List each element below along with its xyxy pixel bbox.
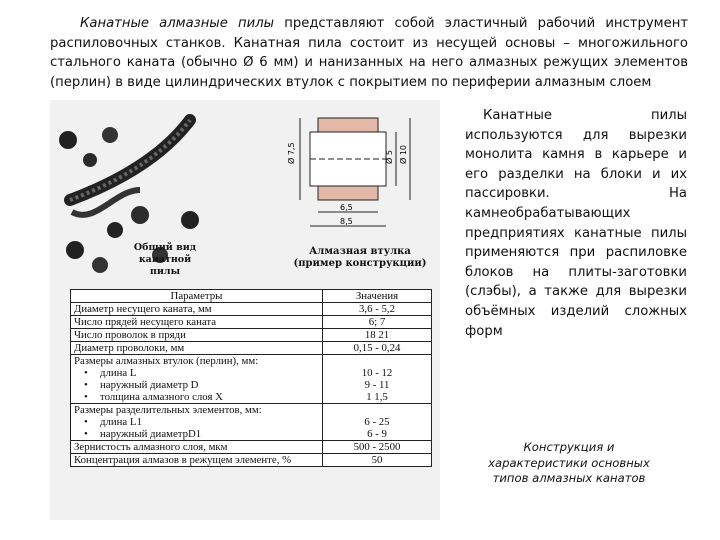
intro-paragraph bbox=[50, 14, 688, 92]
group-cell bbox=[71, 404, 323, 441]
header-value: Значения bbox=[323, 290, 432, 303]
group-value: 10 - 12 bbox=[361, 367, 393, 379]
table-row bbox=[71, 329, 432, 342]
table-row bbox=[71, 303, 432, 316]
dim-d75: Ø 7,5 bbox=[287, 142, 296, 164]
row-value: 500 - 2500 bbox=[323, 441, 432, 454]
dim-d5: Ø 5 bbox=[385, 150, 394, 164]
group-values bbox=[323, 404, 432, 441]
group-list bbox=[74, 416, 319, 440]
row-param: Число прядей несущего каната bbox=[71, 316, 323, 329]
group-item: • наружный диаметр D bbox=[84, 379, 319, 391]
group-item: • толщина алмазного слоя X bbox=[84, 391, 319, 403]
group-value: 9 - 11 bbox=[364, 379, 390, 391]
table-group-row bbox=[71, 355, 432, 404]
row-param: Диаметр несущего каната, мм bbox=[71, 303, 323, 316]
row-param: Число проволок в пряди bbox=[71, 329, 323, 342]
group-list bbox=[74, 367, 319, 403]
row-value: 0,15 - 0,24 bbox=[323, 342, 432, 355]
row-value: 3,6 - 5,2 bbox=[323, 303, 432, 316]
table-row bbox=[71, 441, 432, 454]
group-title: Размеры алмазных втулок (перлин), мм: bbox=[74, 355, 259, 367]
group-item: • наружный диаметрD1 bbox=[84, 428, 319, 440]
table-header-row bbox=[71, 290, 432, 303]
row-param: Зернистость алмазного слоя, мкм bbox=[71, 441, 323, 454]
dim-d10: Ø 10 bbox=[399, 144, 408, 164]
drawing-caption: Алмазная втулка (пример конструкции) bbox=[293, 246, 427, 269]
group-item: • длина L bbox=[84, 367, 319, 379]
table-row bbox=[71, 316, 432, 329]
group-value: 1 1,5 bbox=[366, 391, 388, 403]
intro-text: представляют собой эластичный рабочий инструмент распиловочных станков. Канатная пила состоит из несущей основы – многожильного стального каната (обычно Ø 6 мм) и нанизанных на него алмазных режущих элементов (перлин) в виде цилиндрических втулок с покрытием по периферии алмазным слоем bbox=[50, 16, 688, 90]
header-param: Параметры bbox=[71, 290, 323, 303]
table-group-row bbox=[71, 404, 432, 441]
photo-caption: Общий вид канатной пилы bbox=[133, 242, 197, 277]
group-value: 6 - 9 bbox=[367, 428, 387, 440]
row-value: 6; 7 bbox=[323, 316, 432, 329]
row-value: 18 21 bbox=[323, 329, 432, 342]
group-item: • длина L1 bbox=[84, 416, 319, 428]
row-value: 50 bbox=[323, 454, 432, 467]
dim-l85: 8,5 bbox=[340, 217, 353, 226]
intro-term: Канатные алмазные пилы bbox=[80, 16, 275, 31]
table-row bbox=[71, 342, 432, 355]
figure-caption: Конструкция и характеристики основных типов алмазных канатов bbox=[488, 440, 650, 485]
group-values bbox=[323, 355, 432, 404]
dim-l65: 6,5 bbox=[340, 203, 353, 212]
parameters-table bbox=[70, 289, 432, 467]
table-row bbox=[71, 454, 432, 467]
usage-paragraph: Канатные пилы используются для вырезки монолита камня в карьере и его разделки на блоки и их пассировки. На камнеобрабатывающих предприятиях канатные пилы применяются при распиловке блоков на плиты-заготовки (слэбы), а также для вырезки объёмных изделий сложных форм bbox=[465, 108, 687, 339]
row-param: Диаметр проволоки, мм bbox=[71, 342, 323, 355]
group-value: 6 - 25 bbox=[364, 416, 390, 428]
group-cell bbox=[71, 355, 323, 404]
row-param: Концентрация алмазов в режущем элементе, % bbox=[71, 454, 323, 467]
group-title: Размеры разделительных элементов, мм: bbox=[74, 404, 262, 416]
